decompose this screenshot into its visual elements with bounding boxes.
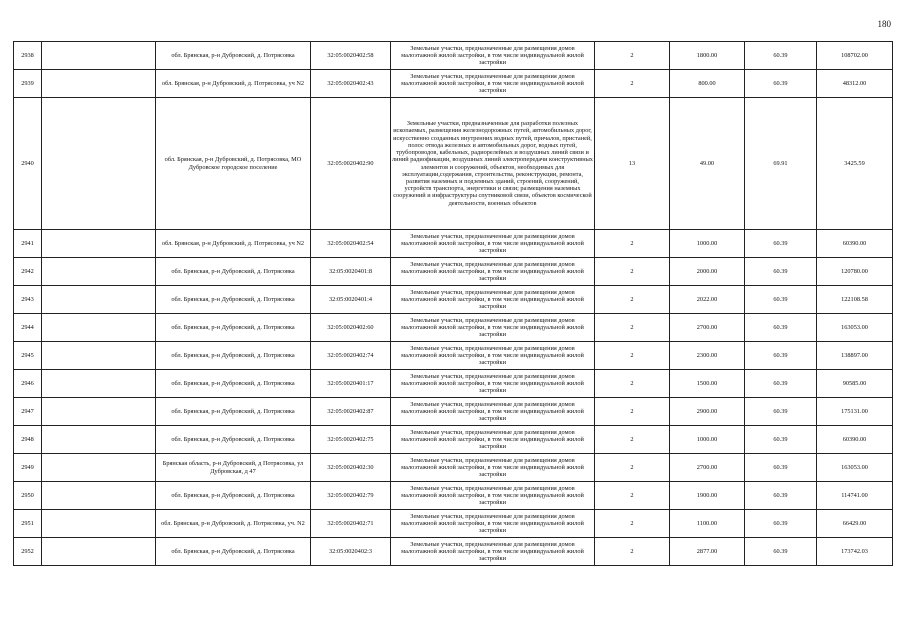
table-row: [14, 258, 893, 286]
table-row: [14, 538, 893, 566]
use-code-cell: 2: [595, 510, 670, 538]
blank-cell: [42, 426, 156, 454]
address-cell: обл. Брянская, р-н Дубровский, д. Потрясовка: [156, 314, 311, 342]
address-cell: обл. Брянская, р-н Дубровский, д. Потрясовка, уч. N2: [156, 510, 311, 538]
rate-cell: 60.39: [745, 314, 817, 342]
area-cell: 800.00: [670, 70, 745, 98]
row-number: 2945: [14, 342, 42, 370]
use-code-cell: 2: [595, 370, 670, 398]
table-row: [14, 70, 893, 98]
use-code-cell: 2: [595, 230, 670, 258]
rate-cell: 60.39: [745, 342, 817, 370]
row-number: 2947: [14, 398, 42, 426]
cadastral-value-cell: 163053.00: [817, 314, 893, 342]
rate-cell: 69.91: [745, 98, 817, 230]
table-row: [14, 454, 893, 482]
cadastral-value-cell: 175131.00: [817, 398, 893, 426]
use-code-cell: 2: [595, 286, 670, 314]
address-cell: обл. Брянская, р-н Дубровский, д. Потрясовка: [156, 398, 311, 426]
cadastral-number-cell: 32:05:0020402:3: [311, 538, 391, 566]
table-row: [14, 98, 893, 230]
blank-cell: [42, 42, 156, 70]
blank-cell: [42, 454, 156, 482]
area-cell: 2022.00: [670, 286, 745, 314]
land-use-cell: Земельные участки, предназначенные для размещения домов малоэтажной жилой застройки, в том числе индивидуальной жилой застройки: [391, 426, 595, 454]
land-use-cell: Земельные участки, предназначенные для размещения домов малоэтажной жилой застройки, в том числе индивидуальной жилой застройки: [391, 42, 595, 70]
address-cell: обл. Брянская, р-н Дубровский, д. Потрясовка: [156, 42, 311, 70]
area-cell: 2877.00: [670, 538, 745, 566]
table-row: [14, 482, 893, 510]
blank-cell: [42, 342, 156, 370]
rate-cell: 60.39: [745, 482, 817, 510]
table-row: [14, 510, 893, 538]
table-row: [14, 398, 893, 426]
use-code-cell: 2: [595, 42, 670, 70]
blank-cell: [42, 70, 156, 98]
cadastral-number-cell: 32:05:0020402:54: [311, 230, 391, 258]
rate-cell: 60.39: [745, 70, 817, 98]
table-row: [14, 42, 893, 70]
blank-cell: [42, 230, 156, 258]
table-row: [14, 230, 893, 258]
rate-cell: 60.39: [745, 426, 817, 454]
land-use-cell: Земельные участки, предназначенные для размещения домов малоэтажной жилой застройки, в том числе индивидуальной жилой застройки: [391, 370, 595, 398]
row-number: 2949: [14, 454, 42, 482]
blank-cell: [42, 258, 156, 286]
land-use-cell: Земельные участки, предназначенные для размещения домов малоэтажной жилой застройки, в том числе индивидуальной жилой застройки: [391, 286, 595, 314]
table-row: [14, 370, 893, 398]
cadastral-value-cell: 3425.59: [817, 98, 893, 230]
rate-cell: 60.39: [745, 230, 817, 258]
land-use-cell: Земельные участки, предназначенные для размещения домов малоэтажной жилой застройки, в том числе индивидуальной жилой застройки: [391, 314, 595, 342]
cadastral-number-cell: 32:05:0020402:60: [311, 314, 391, 342]
address-cell: обл. Брянская, р-н Дубровский, д. Потрясовка: [156, 342, 311, 370]
cadastral-value-cell: 60390.00: [817, 230, 893, 258]
area-cell: 1000.00: [670, 426, 745, 454]
area-cell: 1900.00: [670, 482, 745, 510]
cadastral-value-cell: 173742.03: [817, 538, 893, 566]
cadastral-number-cell: 32:05:0020402:74: [311, 342, 391, 370]
table-body: [14, 42, 893, 566]
row-number: 2941: [14, 230, 42, 258]
rate-cell: 60.39: [745, 454, 817, 482]
address-cell: обл. Брянская, р-н Дубровский, д. Потрясовка, уч N2: [156, 230, 311, 258]
cadastral-number-cell: 32:05:0020402:58: [311, 42, 391, 70]
use-code-cell: 2: [595, 342, 670, 370]
address-cell: обл. Брянская, р-н Дубровский, д. Потрясовка, уч N2: [156, 70, 311, 98]
table-row: [14, 286, 893, 314]
area-cell: 2300.00: [670, 342, 745, 370]
cadastral-number-cell: 32:05:0020402:71: [311, 510, 391, 538]
use-code-cell: 2: [595, 538, 670, 566]
land-use-cell: Земельные участки, предназначенные для размещения домов малоэтажной жилой застройки, в том числе индивидуальной жилой застройки: [391, 398, 595, 426]
address-cell: обл. Брянская, р-н Дубровский, д. Потрясовка: [156, 258, 311, 286]
row-number: 2944: [14, 314, 42, 342]
blank-cell: [42, 482, 156, 510]
cadastral-number-cell: 32:05:0020402:75: [311, 426, 391, 454]
row-number: 2951: [14, 510, 42, 538]
table-row: [14, 426, 893, 454]
land-use-cell: Земельные участки, предназначенные для размещения домов малоэтажной жилой застройки, в том числе индивидуальной жилой застройки: [391, 482, 595, 510]
blank-cell: [42, 538, 156, 566]
rate-cell: 60.39: [745, 258, 817, 286]
cadastral-value-cell: 138897.00: [817, 342, 893, 370]
table-row: [14, 314, 893, 342]
use-code-cell: 2: [595, 314, 670, 342]
cadastral-number-cell: 32:05:0020402:30: [311, 454, 391, 482]
address-cell: Брянская область, р-н Дубровский, д Потрясовка, ул Дубровская, д 47: [156, 454, 311, 482]
area-cell: 1500.00: [670, 370, 745, 398]
use-code-cell: 13: [595, 98, 670, 230]
land-use-cell: Земельные участки, предназначенные для размещения домов малоэтажной жилой застройки, в том числе индивидуальной жилой застройки: [391, 258, 595, 286]
rate-cell: 60.39: [745, 370, 817, 398]
cadastral-value-cell: 66429.00: [817, 510, 893, 538]
row-number: 2940: [14, 98, 42, 230]
land-use-cell: Земельные участки, предназначенные для размещения домов малоэтажной жилой застройки, в том числе индивидуальной жилой застройки: [391, 70, 595, 98]
use-code-cell: 2: [595, 482, 670, 510]
area-cell: 2700.00: [670, 314, 745, 342]
use-code-cell: 2: [595, 70, 670, 98]
cadastral-value-cell: 108702.00: [817, 42, 893, 70]
rate-cell: 60.39: [745, 286, 817, 314]
land-use-cell: Земельные участки, предназначенные для размещения домов малоэтажной жилой застройки, в том числе индивидуальной жилой застройки: [391, 538, 595, 566]
cadastral-number-cell: 32:05:0020402:90: [311, 98, 391, 230]
area-cell: 49.00: [670, 98, 745, 230]
row-number: 2948: [14, 426, 42, 454]
cadastral-number-cell: 32:05:0020401:8: [311, 258, 391, 286]
cadastral-value-cell: 114741.00: [817, 482, 893, 510]
cadastral-number-cell: 32:05:0020402:79: [311, 482, 391, 510]
land-plots-table: [13, 41, 893, 566]
address-cell: обл. Брянская, р-н Дубровский, д. Потрясовка, МО Дубровское городское поселение: [156, 98, 311, 230]
address-cell: обл. Брянская, р-н Дубровский, д. Потрясовка: [156, 482, 311, 510]
cadastral-value-cell: 48312.00: [817, 70, 893, 98]
land-use-cell: Земельные участки, предназначенные для разработки полезных ископаемых, размещения железнодорожных путей, автомобильных дорог, искусственно созданных внутренних водных путей, причалов, пристаней, полос отвода железных и автомобильных дорог, водных путей, трубопроводов, кабельных, радиорелейных и воздушных линий связи и линий радиофикации, воздушных линий электропередачи конструктивных элементов и сооружений, объектов, необходимых для эксплуатации,содержания, строительства, реконструкции, ремонта, развития наземных и подземных зданий, строений, сооружений, устройств транспорта, энергетики и связи; размещения наземных сооружений и инфраструктуры спутниковой связи, объектов космической деятельности, военных объектов: [391, 98, 595, 230]
row-number: 2952: [14, 538, 42, 566]
rate-cell: 60.39: [745, 510, 817, 538]
row-number: 2938: [14, 42, 42, 70]
cadastral-value-cell: 90585.00: [817, 370, 893, 398]
cadastral-number-cell: 32:05:0020401:17: [311, 370, 391, 398]
table-row: [14, 342, 893, 370]
blank-cell: [42, 510, 156, 538]
blank-cell: [42, 398, 156, 426]
row-number: 2950: [14, 482, 42, 510]
use-code-cell: 2: [595, 426, 670, 454]
land-use-cell: Земельные участки, предназначенные для размещения домов малоэтажной жилой застройки, в том числе индивидуальной жилой застройки: [391, 230, 595, 258]
use-code-cell: 2: [595, 454, 670, 482]
area-cell: 2700.00: [670, 454, 745, 482]
cadastral-number-cell: 32:05:0020402:87: [311, 398, 391, 426]
rate-cell: 60.39: [745, 538, 817, 566]
page-number: 180: [877, 19, 891, 29]
row-number: 2943: [14, 286, 42, 314]
area-cell: 2900.00: [670, 398, 745, 426]
blank-cell: [42, 286, 156, 314]
blank-cell: [42, 370, 156, 398]
cadastral-value-cell: 163053.00: [817, 454, 893, 482]
use-code-cell: 2: [595, 258, 670, 286]
cadastral-value-cell: 122108.58: [817, 286, 893, 314]
cadastral-number-cell: 32:05:0020402:43: [311, 70, 391, 98]
blank-cell: [42, 98, 156, 230]
cadastral-value-cell: 60390.00: [817, 426, 893, 454]
land-use-cell: Земельные участки, предназначенные для размещения домов малоэтажной жилой застройки, в том числе индивидуальной жилой застройки: [391, 342, 595, 370]
rate-cell: 60.39: [745, 398, 817, 426]
rate-cell: 60.39: [745, 42, 817, 70]
area-cell: 1800.00: [670, 42, 745, 70]
address-cell: обл. Брянская, р-н Дубровский, д. Потрясовка: [156, 426, 311, 454]
area-cell: 1100.00: [670, 510, 745, 538]
area-cell: 1000.00: [670, 230, 745, 258]
land-use-cell: Земельные участки, предназначенные для размещения домов малоэтажной жилой застройки, в том числе индивидуальной жилой застройки: [391, 454, 595, 482]
area-cell: 2000.00: [670, 258, 745, 286]
use-code-cell: 2: [595, 398, 670, 426]
land-use-cell: Земельные участки, предназначенные для размещения домов малоэтажной жилой застройки, в том числе индивидуальной жилой застройки: [391, 510, 595, 538]
cadastral-value-cell: 120780.00: [817, 258, 893, 286]
address-cell: обл. Брянская, р-н Дубровский, д. Потрясовка: [156, 370, 311, 398]
cadastral-number-cell: 32:05:0020401:4: [311, 286, 391, 314]
address-cell: обл. Брянская, р-н Дубровский, д. Потрясовка: [156, 538, 311, 566]
row-number: 2942: [14, 258, 42, 286]
row-number: 2939: [14, 70, 42, 98]
row-number: 2946: [14, 370, 42, 398]
blank-cell: [42, 314, 156, 342]
address-cell: обл. Брянская, р-н Дубровский, д. Потрясовка: [156, 286, 311, 314]
